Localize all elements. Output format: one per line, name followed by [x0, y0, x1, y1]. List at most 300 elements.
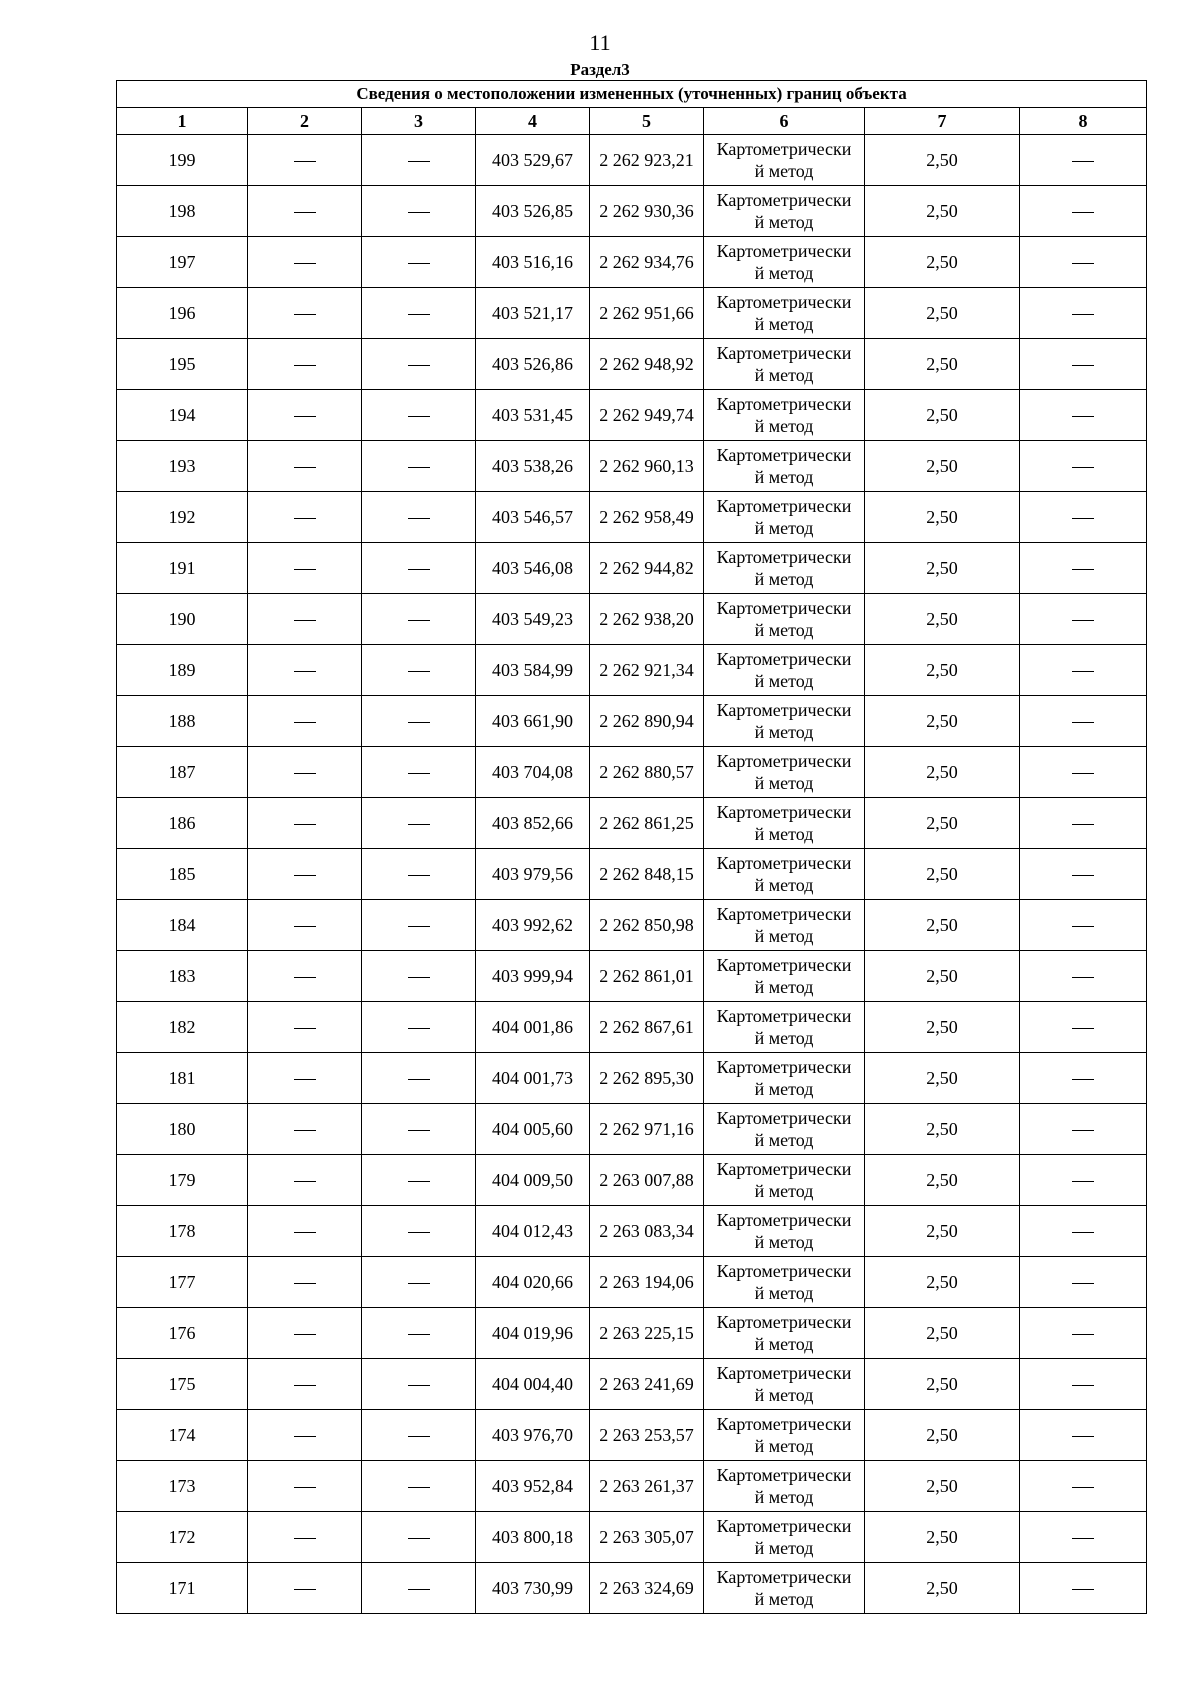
empty-cell-2 — [248, 747, 362, 798]
dash-mark — [1072, 518, 1094, 519]
empty-cell-3 — [362, 237, 476, 288]
empty-cell-3 — [362, 1104, 476, 1155]
coord-y: 2 263 083,34 — [590, 1206, 704, 1257]
dash-mark — [294, 263, 316, 264]
method-cell — [704, 1206, 865, 1257]
empty-cell-2 — [248, 1155, 362, 1206]
dash-mark — [1072, 314, 1094, 315]
empty-cell-3 — [362, 492, 476, 543]
dash-mark — [294, 722, 316, 723]
empty-cell-2 — [248, 339, 362, 390]
coord-x: 404 001,86 — [476, 1002, 590, 1053]
dash-mark — [408, 1487, 430, 1488]
dash-mark — [294, 1079, 316, 1080]
empty-cell-8 — [1020, 135, 1147, 186]
column-number-1: 1 — [117, 108, 248, 135]
empty-cell-2 — [248, 1053, 362, 1104]
coord-y: 2 262 921,34 — [590, 645, 704, 696]
dash-mark — [1072, 569, 1094, 570]
table-row — [117, 1308, 1147, 1359]
table-body — [117, 135, 1147, 1614]
method-line-1: Картометрически — [716, 700, 852, 720]
accuracy: 2,50 — [865, 441, 1020, 492]
method-line-2: й метод — [754, 1385, 814, 1405]
empty-cell-8 — [1020, 390, 1147, 441]
method-line-2: й метод — [754, 620, 814, 640]
empty-cell-2 — [248, 849, 362, 900]
empty-cell-2 — [248, 288, 362, 339]
method-line-1: Картометрически — [716, 649, 852, 669]
coord-x: 403 952,84 — [476, 1461, 590, 1512]
empty-cell-8 — [1020, 1410, 1147, 1461]
dash-mark — [408, 824, 430, 825]
column-number-6: 6 — [704, 108, 865, 135]
method-line-2: й метод — [754, 1028, 814, 1048]
point-number: 177 — [117, 1257, 248, 1308]
point-number: 197 — [117, 237, 248, 288]
method-line-2: й метод — [754, 416, 814, 436]
empty-cell-2 — [248, 390, 362, 441]
empty-cell-2 — [248, 1563, 362, 1614]
dash-mark — [408, 977, 430, 978]
empty-cell-8 — [1020, 543, 1147, 594]
method-line-2: й метод — [754, 722, 814, 742]
method-line-1: Картометрически — [716, 1312, 852, 1332]
point-number: 199 — [117, 135, 248, 186]
accuracy: 2,50 — [865, 594, 1020, 645]
coord-y: 2 263 194,06 — [590, 1257, 704, 1308]
method-line-1: Картометрически — [716, 343, 852, 363]
table-title-row — [117, 81, 1147, 108]
empty-cell-2 — [248, 900, 362, 951]
coord-x: 403 529,67 — [476, 135, 590, 186]
accuracy: 2,50 — [865, 747, 1020, 798]
method-line-2: й метод — [754, 773, 814, 793]
empty-cell-3 — [362, 1308, 476, 1359]
accuracy: 2,50 — [865, 135, 1020, 186]
dash-mark — [408, 1436, 430, 1437]
dash-mark — [294, 926, 316, 927]
method-line-2: й метод — [754, 1538, 814, 1558]
accuracy: 2,50 — [865, 645, 1020, 696]
method-line-2: й метод — [754, 1334, 814, 1354]
point-number: 184 — [117, 900, 248, 951]
dash-mark — [294, 518, 316, 519]
empty-cell-2 — [248, 1512, 362, 1563]
dash-mark — [1072, 977, 1094, 978]
method-line-1: Картометрически — [716, 1363, 852, 1383]
table-row — [117, 1563, 1147, 1614]
method-line-2: й метод — [754, 212, 814, 232]
empty-cell-3 — [362, 849, 476, 900]
method-line-1: Картометрически — [716, 241, 852, 261]
method-line-1: Картометрически — [716, 1465, 852, 1485]
method-cell — [704, 492, 865, 543]
coord-x: 404 012,43 — [476, 1206, 590, 1257]
method-line-1: Картометрически — [716, 1210, 852, 1230]
method-cell — [704, 390, 865, 441]
dash-mark — [1072, 1181, 1094, 1182]
method-line-1: Картометрически — [716, 751, 852, 771]
empty-cell-8 — [1020, 237, 1147, 288]
column-number-2: 2 — [248, 108, 362, 135]
method-cell — [704, 1563, 865, 1614]
empty-cell-3 — [362, 951, 476, 1002]
dash-mark — [294, 1589, 316, 1590]
empty-cell-8 — [1020, 1461, 1147, 1512]
point-number: 198 — [117, 186, 248, 237]
empty-cell-3 — [362, 594, 476, 645]
method-cell — [704, 951, 865, 1002]
coord-y: 2 263 225,15 — [590, 1308, 704, 1359]
dash-mark — [408, 212, 430, 213]
table-row — [117, 339, 1147, 390]
table-row — [117, 1002, 1147, 1053]
dash-mark — [1072, 1028, 1094, 1029]
dash-mark — [1072, 824, 1094, 825]
accuracy: 2,50 — [865, 237, 1020, 288]
coord-x: 403 584,99 — [476, 645, 590, 696]
dash-mark — [408, 620, 430, 621]
point-number: 186 — [117, 798, 248, 849]
method-line-2: й метод — [754, 263, 814, 283]
empty-cell-2 — [248, 798, 362, 849]
empty-cell-2 — [248, 1206, 362, 1257]
coord-x: 403 521,17 — [476, 288, 590, 339]
accuracy: 2,50 — [865, 1155, 1020, 1206]
method-line-1: Картометрически — [716, 190, 852, 210]
empty-cell-8 — [1020, 1512, 1147, 1563]
empty-cell-2 — [248, 594, 362, 645]
coord-x: 403 800,18 — [476, 1512, 590, 1563]
method-line-1: Картометрически — [716, 598, 852, 618]
method-line-1: Картометрически — [716, 1414, 852, 1434]
coord-x: 403 546,08 — [476, 543, 590, 594]
empty-cell-3 — [362, 1155, 476, 1206]
dash-mark — [294, 416, 316, 417]
point-number: 190 — [117, 594, 248, 645]
empty-cell-3 — [362, 288, 476, 339]
table-title: Сведения о местоположении измененных (уточненных) границ объекта — [117, 81, 1147, 108]
dash-mark — [1072, 1334, 1094, 1335]
method-cell — [704, 1308, 865, 1359]
method-cell — [704, 747, 865, 798]
empty-cell-3 — [362, 645, 476, 696]
method-line-1: Картометрически — [716, 1159, 852, 1179]
table-row — [117, 849, 1147, 900]
coord-y: 2 262 958,49 — [590, 492, 704, 543]
dash-mark — [294, 1283, 316, 1284]
method-line-2: й метод — [754, 671, 814, 691]
dash-mark — [294, 365, 316, 366]
method-line-1: Картометрически — [716, 547, 852, 567]
coord-x: 404 001,73 — [476, 1053, 590, 1104]
empty-cell-3 — [362, 900, 476, 951]
dash-mark — [1072, 1079, 1094, 1080]
point-number: 180 — [117, 1104, 248, 1155]
method-line-1: Картометрически — [716, 904, 852, 924]
section-label: Раздел3 — [570, 60, 630, 79]
method-line-1: Картометрически — [716, 955, 852, 975]
table-row — [117, 1257, 1147, 1308]
method-cell — [704, 543, 865, 594]
method-line-2: й метод — [754, 1487, 814, 1507]
dash-mark — [294, 314, 316, 315]
accuracy: 2,50 — [865, 1410, 1020, 1461]
method-line-2: й метод — [754, 1436, 814, 1456]
dash-mark — [294, 977, 316, 978]
point-number: 178 — [117, 1206, 248, 1257]
coord-y: 2 262 848,15 — [590, 849, 704, 900]
dash-mark — [408, 314, 430, 315]
method-line-1: Картометрически — [716, 1261, 852, 1281]
dash-mark — [408, 1538, 430, 1539]
coord-x: 404 019,96 — [476, 1308, 590, 1359]
coord-y: 2 262 960,13 — [590, 441, 704, 492]
table-row — [117, 492, 1147, 543]
accuracy: 2,50 — [865, 186, 1020, 237]
method-cell — [704, 1053, 865, 1104]
coord-x: 403 661,90 — [476, 696, 590, 747]
coord-x: 403 516,16 — [476, 237, 590, 288]
dash-mark — [1072, 416, 1094, 417]
accuracy: 2,50 — [865, 1206, 1020, 1257]
dash-mark — [408, 722, 430, 723]
column-number-5: 5 — [590, 108, 704, 135]
point-number: 174 — [117, 1410, 248, 1461]
empty-cell-8 — [1020, 1155, 1147, 1206]
table-row — [117, 288, 1147, 339]
table-row — [117, 1053, 1147, 1104]
empty-cell-2 — [248, 1104, 362, 1155]
dash-mark — [294, 1232, 316, 1233]
table-row — [117, 951, 1147, 1002]
coord-y: 2 262 944,82 — [590, 543, 704, 594]
coord-x: 404 009,50 — [476, 1155, 590, 1206]
dash-mark — [408, 1385, 430, 1386]
method-line-2: й метод — [754, 365, 814, 385]
table-row — [117, 1359, 1147, 1410]
point-number: 171 — [117, 1563, 248, 1614]
accuracy: 2,50 — [865, 1512, 1020, 1563]
method-line-1: Картометрически — [716, 496, 852, 516]
point-number: 193 — [117, 441, 248, 492]
dash-mark — [408, 1283, 430, 1284]
empty-cell-8 — [1020, 492, 1147, 543]
table-row — [117, 135, 1147, 186]
dash-mark — [1072, 467, 1094, 468]
table-row — [117, 1104, 1147, 1155]
coord-y: 2 262 923,21 — [590, 135, 704, 186]
table-row — [117, 1206, 1147, 1257]
dash-mark — [408, 1232, 430, 1233]
method-cell — [704, 135, 865, 186]
table-row — [117, 237, 1147, 288]
method-cell — [704, 339, 865, 390]
method-line-2: й метод — [754, 977, 814, 997]
dash-mark — [294, 161, 316, 162]
dash-mark — [294, 875, 316, 876]
coord-x: 404 005,60 — [476, 1104, 590, 1155]
dash-mark — [408, 263, 430, 264]
empty-cell-8 — [1020, 288, 1147, 339]
empty-cell-8 — [1020, 1104, 1147, 1155]
point-number: 182 — [117, 1002, 248, 1053]
empty-cell-2 — [248, 1410, 362, 1461]
method-line-2: й метод — [754, 467, 814, 487]
coord-y: 2 262 895,30 — [590, 1053, 704, 1104]
coord-x: 403 976,70 — [476, 1410, 590, 1461]
coord-y: 2 262 934,76 — [590, 237, 704, 288]
table-row — [117, 1461, 1147, 1512]
point-number: 192 — [117, 492, 248, 543]
empty-cell-3 — [362, 339, 476, 390]
empty-cell-2 — [248, 1359, 362, 1410]
accuracy: 2,50 — [865, 1461, 1020, 1512]
method-line-2: й метод — [754, 1079, 814, 1099]
dash-mark — [294, 773, 316, 774]
method-cell — [704, 186, 865, 237]
dash-mark — [408, 467, 430, 468]
point-number: 196 — [117, 288, 248, 339]
dash-mark — [1072, 263, 1094, 264]
empty-cell-2 — [248, 441, 362, 492]
table-row — [117, 186, 1147, 237]
coord-y: 2 263 305,07 — [590, 1512, 704, 1563]
coord-x: 403 526,85 — [476, 186, 590, 237]
point-number: 187 — [117, 747, 248, 798]
dash-mark — [1072, 1283, 1094, 1284]
accuracy: 2,50 — [865, 543, 1020, 594]
point-number: 183 — [117, 951, 248, 1002]
empty-cell-8 — [1020, 645, 1147, 696]
method-line-1: Картометрически — [716, 1567, 852, 1587]
empty-cell-3 — [362, 1002, 476, 1053]
method-line-1: Картометрически — [716, 853, 852, 873]
coord-y: 2 262 867,61 — [590, 1002, 704, 1053]
column-number-row — [117, 108, 1147, 135]
dash-mark — [408, 416, 430, 417]
accuracy: 2,50 — [865, 849, 1020, 900]
accuracy: 2,50 — [865, 1563, 1020, 1614]
coord-x: 403 704,08 — [476, 747, 590, 798]
dash-mark — [294, 212, 316, 213]
table-row — [117, 747, 1147, 798]
empty-cell-2 — [248, 696, 362, 747]
empty-cell-2 — [248, 645, 362, 696]
empty-cell-3 — [362, 1410, 476, 1461]
dash-mark — [294, 824, 316, 825]
point-number: 195 — [117, 339, 248, 390]
table-row — [117, 594, 1147, 645]
empty-cell-2 — [248, 1257, 362, 1308]
method-cell — [704, 237, 865, 288]
method-line-1: Картометрически — [716, 139, 852, 159]
dash-mark — [1072, 1487, 1094, 1488]
accuracy: 2,50 — [865, 1257, 1020, 1308]
empty-cell-3 — [362, 1563, 476, 1614]
coord-y: 2 262 850,98 — [590, 900, 704, 951]
point-number: 172 — [117, 1512, 248, 1563]
method-line-1: Картометрически — [716, 1516, 852, 1536]
table-row — [117, 543, 1147, 594]
method-line-2: й метод — [754, 1283, 814, 1303]
point-number: 181 — [117, 1053, 248, 1104]
accuracy: 2,50 — [865, 1308, 1020, 1359]
empty-cell-8 — [1020, 900, 1147, 951]
empty-cell-3 — [362, 1206, 476, 1257]
table-row — [117, 1512, 1147, 1563]
method-line-1: Картометрически — [716, 802, 852, 822]
empty-cell-2 — [248, 237, 362, 288]
point-number: 194 — [117, 390, 248, 441]
coord-y: 2 263 241,69 — [590, 1359, 704, 1410]
coord-x: 403 546,57 — [476, 492, 590, 543]
dash-mark — [294, 1436, 316, 1437]
dash-mark — [1072, 212, 1094, 213]
coord-y: 2 263 007,88 — [590, 1155, 704, 1206]
dash-mark — [408, 1589, 430, 1590]
table-row — [117, 1155, 1147, 1206]
empty-cell-8 — [1020, 441, 1147, 492]
empty-cell-8 — [1020, 747, 1147, 798]
method-cell — [704, 441, 865, 492]
accuracy: 2,50 — [865, 492, 1020, 543]
accuracy: 2,50 — [865, 288, 1020, 339]
method-line-2: й метод — [754, 314, 814, 334]
empty-cell-3 — [362, 1359, 476, 1410]
dash-mark — [294, 671, 316, 672]
empty-cell-8 — [1020, 594, 1147, 645]
dash-mark — [294, 1385, 316, 1386]
dash-mark — [294, 569, 316, 570]
method-cell — [704, 1512, 865, 1563]
method-cell — [704, 594, 865, 645]
dash-mark — [1072, 1436, 1094, 1437]
method-line-2: й метод — [754, 518, 814, 538]
accuracy: 2,50 — [865, 1359, 1020, 1410]
empty-cell-8 — [1020, 798, 1147, 849]
accuracy: 2,50 — [865, 798, 1020, 849]
coord-y: 2 262 949,74 — [590, 390, 704, 441]
empty-cell-3 — [362, 1053, 476, 1104]
empty-cell-8 — [1020, 1359, 1147, 1410]
method-cell — [704, 1002, 865, 1053]
column-number-4: 4 — [476, 108, 590, 135]
empty-cell-2 — [248, 543, 362, 594]
method-line-1: Картометрически — [716, 445, 852, 465]
page-number: 11 — [589, 30, 611, 55]
accuracy: 2,50 — [865, 390, 1020, 441]
dash-mark — [1072, 722, 1094, 723]
empty-cell-3 — [362, 135, 476, 186]
column-number-8: 8 — [1020, 108, 1147, 135]
point-number: 185 — [117, 849, 248, 900]
method-line-1: Картометрически — [716, 394, 852, 414]
table-row — [117, 645, 1147, 696]
dash-mark — [408, 161, 430, 162]
point-number: 189 — [117, 645, 248, 696]
method-cell — [704, 849, 865, 900]
column-number-3: 3 — [362, 108, 476, 135]
dash-mark — [294, 1181, 316, 1182]
dash-mark — [294, 1028, 316, 1029]
method-line-1: Картометрически — [716, 1057, 852, 1077]
dash-mark — [1072, 671, 1094, 672]
method-line-2: й метод — [754, 824, 814, 844]
table-row — [117, 900, 1147, 951]
table-row — [117, 390, 1147, 441]
